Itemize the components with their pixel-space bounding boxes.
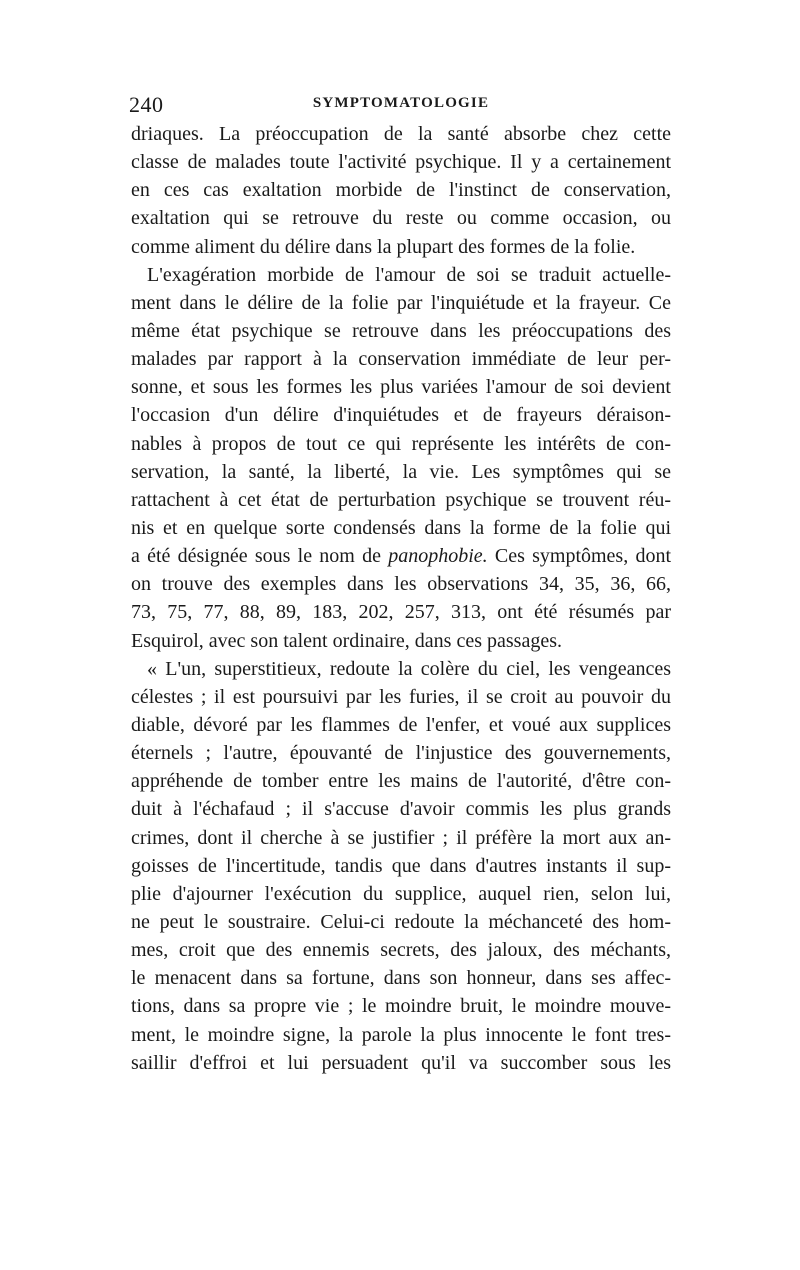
- text-line: classe de malades toute l'activité psychique. Il y a certainement: [131, 151, 671, 174]
- italic-term: panophobie.: [388, 545, 488, 568]
- text-line: éternels ; l'autre, épouvanté de l'injustice des gouvernements,: [131, 742, 671, 765]
- text-line: driaques. La préoccupation de la santé absorbe chez cette: [131, 123, 671, 145]
- text-line: crimes, dont il cherche à se justifier ; il préfère la mort aux an-: [131, 826, 671, 849]
- page-number: 240: [129, 92, 164, 117]
- text-line: tions, dans sa propre vie ; le moindre bruit, le moindre mouve-: [131, 995, 671, 1018]
- text-line: en ces cas exaltation morbide de l'instinct de conservation,: [131, 179, 671, 202]
- text-line: duit à l'échafaud ; il s'accuse d'avoir commis les plus grands: [131, 798, 671, 821]
- text-line: rattachent à cet état de perturbation psychique se trouvent réu-: [131, 488, 671, 511]
- text-line: servation, la santé, la liberté, la vie. Les symptômes qui se: [131, 460, 671, 483]
- text-line: l'occasion d'un délire d'inquiétudes et de frayeurs déraison-: [131, 404, 671, 427]
- page-header: [131, 86, 671, 120]
- text-line: comme aliment du délire dans la plupart des formes de la folie.: [131, 235, 636, 258]
- text-line: le menacent dans sa fortune, dans son honneur, dans ses affec-: [131, 967, 671, 990]
- text-line: même état psychique se retrouve dans les préoccupations des: [131, 319, 671, 342]
- text-line: saillir d'effroi et lui persuadent qu'il va succomber sous les: [131, 1051, 671, 1074]
- text-line: on trouve des exemples dans les observations 34, 35, 36, 66,: [131, 573, 671, 596]
- running-title: SYMPTOMATOLOGIE: [312, 95, 490, 111]
- text-line: appréhende de tomber entre les mains de l'autorité, d'être con-: [131, 770, 671, 793]
- text-line: exaltation qui se retrouve du reste ou comme occasion, ou: [131, 207, 671, 230]
- text-segment: Ces symptômes, dont: [487, 545, 671, 568]
- text-line: nables à propos de tout ce qui représente les intérêts de con-: [131, 432, 671, 455]
- text-line: diable, dévoré par les flammes de l'enfer, et voué aux supplices: [131, 713, 671, 736]
- text-line: mes, croit que des ennemis secrets, des jaloux, des méchants,: [131, 939, 671, 962]
- book-page: [131, 86, 671, 1077]
- text-line: ment, le moindre signe, la parole la plus innocente le font tres-: [131, 1023, 671, 1046]
- text-line: nis et en quelque sorte condensés dans la forme de la folie qui: [131, 516, 671, 539]
- text-line: Esquirol, avec son talent ordinaire, dans ces passages.: [131, 629, 562, 652]
- text-line: plie d'ajourner l'exécution du supplice, auquel rien, selon lui,: [131, 882, 671, 905]
- text-line: ment dans le délire de la folie par l'inquiétude et la frayeur. Ce: [131, 291, 671, 314]
- text-line: célestes ; il est poursuivi par les furies, il se croit au pouvoir du: [131, 685, 671, 708]
- text-line: malades par rapport à la conservation immédiate de leur per-: [131, 348, 671, 371]
- text-line: « L'un, superstitieux, redoute la colère du ciel, les vengeances: [147, 657, 671, 680]
- text-line-with-term: [131, 542, 671, 570]
- text-line: sonne, et sous les formes les plus variées l'amour de soi devient: [131, 376, 671, 399]
- text-line: ne peut le soustraire. Celui-ci redoute la méchanceté des hom-: [131, 910, 671, 933]
- text-line: L'exagération morbide de l'amour de soi se traduit actuelle-: [147, 263, 671, 286]
- text-segment: a été désignée sous le nom de: [131, 545, 389, 568]
- text-line: goisses de l'incertitude, tandis que dans d'autres instants il sup-: [131, 854, 671, 877]
- text-line: 73, 75, 77, 88, 89, 183, 202, 257, 313, ont été résumés par: [131, 601, 671, 624]
- body-text: [131, 120, 671, 1077]
